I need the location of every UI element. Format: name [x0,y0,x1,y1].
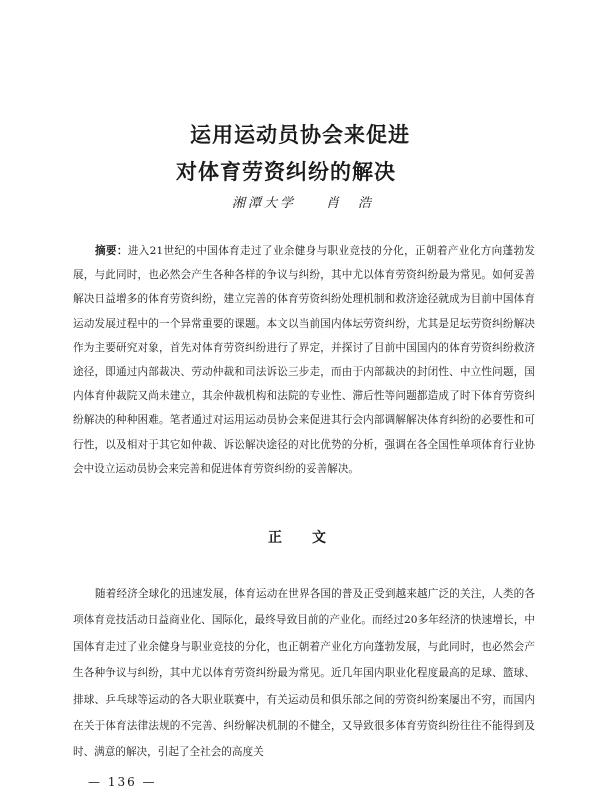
byline [232,192,374,211]
page-number: — 136 — [88,775,157,789]
abstract-paragraph [73,239,535,481]
abstract-label: 摘要： [95,245,128,257]
article-title-line-2: 对体育劳资纠纷的解决 [176,159,396,184]
author-name: 肖 浩 [326,196,375,211]
article-title-line-1: 运用运动员协会来促进 [190,122,410,147]
body-paragraph: 随着经济全球化的迅速发展，体育运动在世界各国的普及正受到越来越广泛的关注，人类的各项体育竞技活动日益商业化、国际化，最终导致目前的产业化。而经过20多年经济的快速增长，中国体育走过了业余健身与职业竞技的分化，也正朝着产业化方向蓬勃发展，与此同时，也必然会产生各种争议与纠纷，其中尤以体育劳资纠纷最为常见。近几年国内职业化程度最高的足球、篮球、排球、乒乓球等运动的各大职业联赛中，有关运动员和俱乐部之间的劳资纠纷案屡出不穷，而国内在关于体育法律法规的不完善、纠纷解决机制的不健全，又导致很多体育劳资纠纷往往不能得到及时、满意的解决，引起了全社会的高度关 [73,588,535,759]
abstract-text: 进入21世纪的中国体育走过了业余健身与职业竞技的分化，正朝着产业化方向蓬勃发展，与此同时，也必然会产生各种各样的争议与纠纷，其中尤以体育劳资纠纷最为常见。如何妥善解决日益增多的体育劳资纠纷，建立完善的体育劳资纠纷处理机制和救济途径就成为目前中国体育运动发展过程中的一个异常重要的课题。本文以当前国内体坛劳资纠纷，尤其是足坛劳资纠纷解决作为主要研究对象，首先对体育劳资纠纷进行了界定，并探讨了目前中国国内的体育劳资纠纷救济途径，即通过内部裁决、劳动仲裁和司法诉讼三步走，而由于内部裁决的封闭性、中立性问题，国内体育仲裁院又尚未建立，其余仲裁机构和法院的专业性、滞后性等问题都造成了时下体育劳资纠纷解决的种种困难。笔者通过对运用运动员协会来促进其行会内部调解解决体育纠纷的必要性和可行性，以及相对于其它如仲裁、诉讼解决途径的对比优势的分析，强调在各全国性单项体育行业协会中设立运动员协会来完善和促进体育劳资纠纷的妥善解决。 [73,245,535,475]
author-affiliation: 湘潭大学 [232,196,297,211]
section-heading: 正文 [268,530,356,546]
